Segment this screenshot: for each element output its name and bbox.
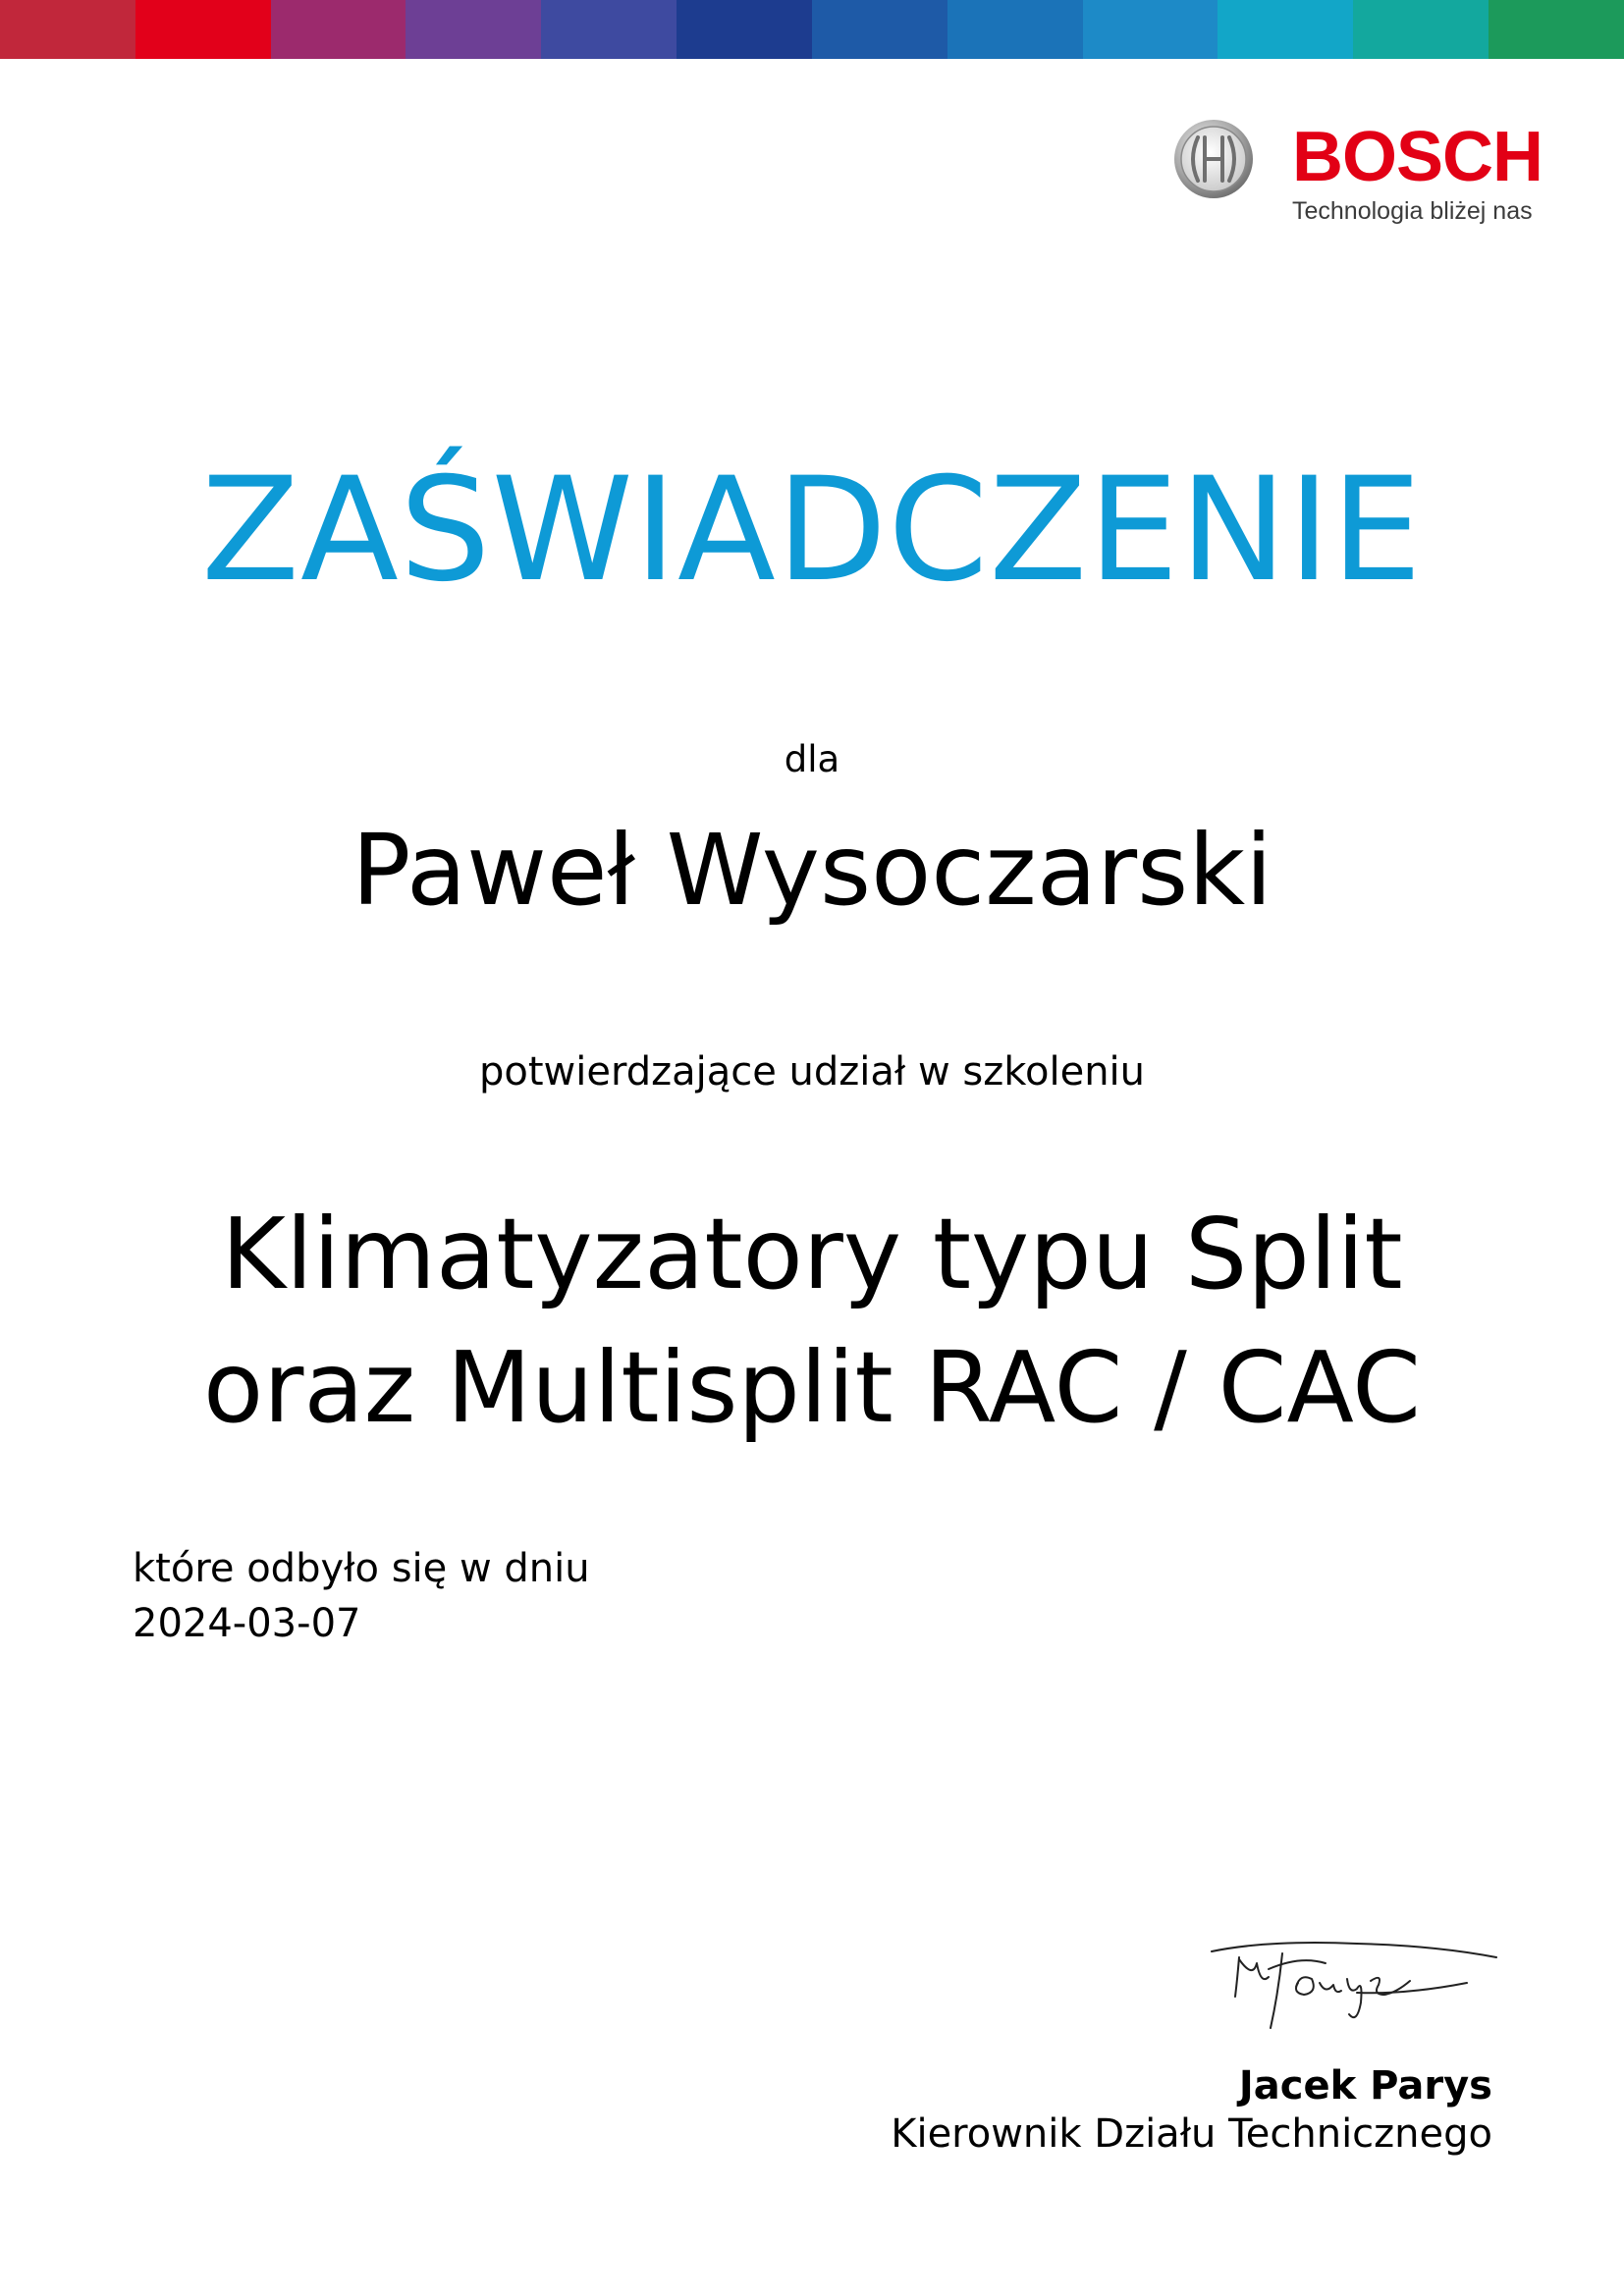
color-band-segment-7 — [812, 0, 947, 59]
signatory-name: Jacek Parys — [1238, 2063, 1492, 2109]
color-band-segment-5 — [541, 0, 677, 59]
bosch-armature-icon — [1172, 118, 1255, 200]
color-band-segment-12 — [1489, 0, 1624, 59]
course-title-line-1: Klimatyzatory typu Split — [221, 1197, 1403, 1311]
course-title — [0, 1188, 1624, 1455]
held-label: które odbyło się w dniu — [133, 1546, 590, 1591]
color-band-segment-9 — [1083, 0, 1218, 59]
color-band-segment-3 — [271, 0, 406, 59]
color-band-segment-4 — [406, 0, 541, 59]
signatory-role: Kierownik Działu Technicznego — [891, 2111, 1492, 2157]
bosch-tagline: Technologia bliżej nas — [1292, 197, 1533, 225]
certificate-title: ZAŚWIADCZENIE — [200, 447, 1424, 614]
bosch-logo — [1172, 116, 1543, 225]
color-band-segment-1 — [0, 0, 135, 59]
confirmation-text: potwierdzające udział w szkoleniu — [478, 1049, 1146, 1095]
bosch-wordmark: BOSCH — [1292, 118, 1543, 196]
course-date: 2024-03-07 — [133, 1601, 361, 1646]
color-band-segment-6 — [677, 0, 812, 59]
recipient-name: Paweł Wysoczarski — [352, 813, 1272, 928]
date-block — [133, 1541, 590, 1651]
color-band-segment-11 — [1353, 0, 1489, 59]
signatory-block — [891, 2061, 1492, 2158]
color-band-segment-10 — [1218, 0, 1353, 59]
color-band-segment-8 — [947, 0, 1083, 59]
handwritten-signature — [1210, 1934, 1504, 2042]
course-title-line-2: oraz Multisplit RAC / CAC — [203, 1330, 1421, 1445]
color-band-segment-2 — [135, 0, 271, 59]
for-label: dla — [784, 738, 840, 780]
color-band — [0, 0, 1624, 59]
